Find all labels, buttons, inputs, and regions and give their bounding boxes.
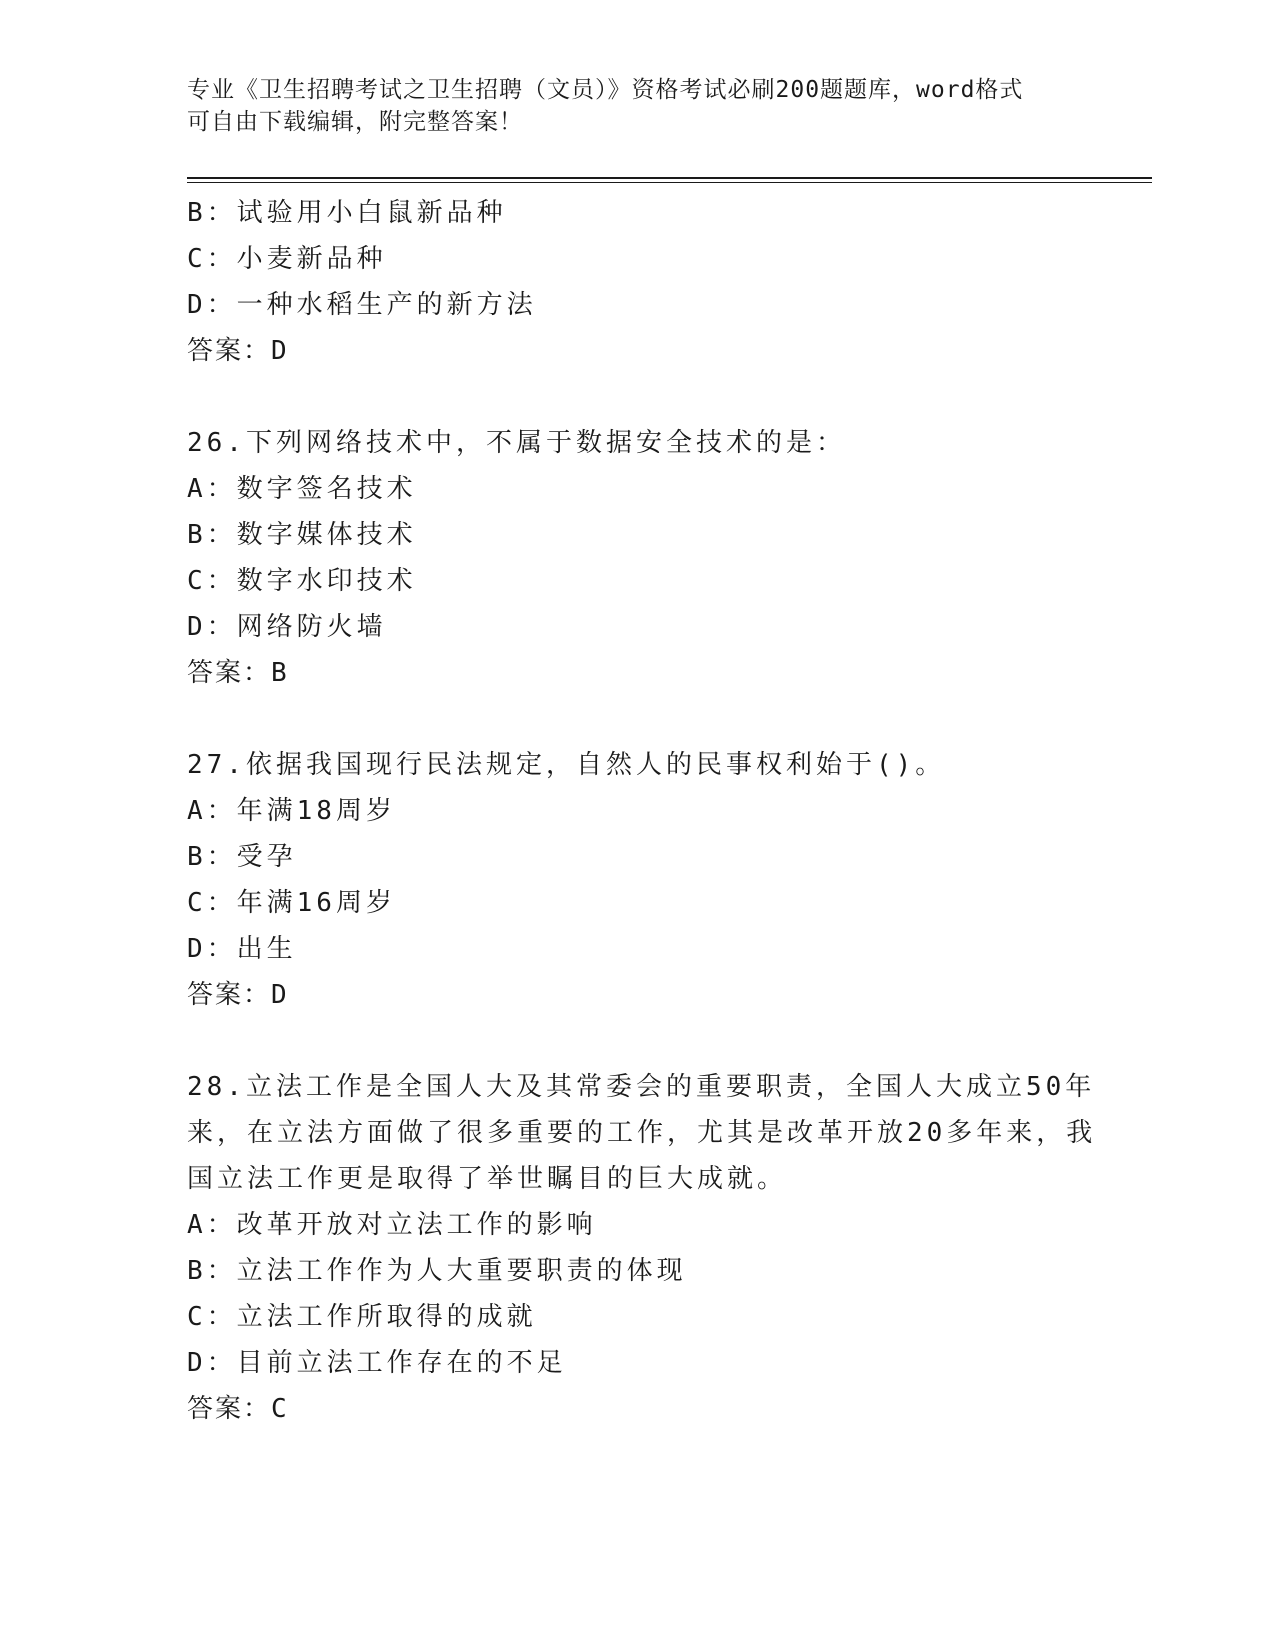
question-stem-line-2: 来，在立法方面做了很多重要的工作，尤其是改革开放20多年来，我 — [187, 1118, 1097, 1148]
answer-line: 答案：D — [187, 336, 289, 366]
question-block-25 — [187, 190, 1087, 374]
question-stem: 27.依据我国现行民法规定，自然人的民事权利始于()。 — [187, 750, 946, 780]
header-divider-thin — [187, 182, 1152, 183]
question-stem: 26.下列网络技术中，不属于数据安全技术的是： — [187, 428, 846, 458]
spacer — [187, 374, 1087, 420]
answer-line: 答案：C — [187, 1394, 289, 1424]
spacer — [187, 1018, 1087, 1064]
answer-line: 答案：D — [187, 980, 289, 1010]
document-header — [187, 74, 1087, 138]
question-stem-line-3: 国立法工作更是取得了举世瞩目的巨大成就。 — [187, 1164, 788, 1194]
option-a: A：改革开放对立法工作的影响 — [187, 1210, 597, 1240]
option-b: B：数字媒体技术 — [187, 520, 417, 550]
option-d: D：出生 — [187, 934, 297, 964]
answer-line: 答案：B — [187, 658, 289, 688]
question-list — [187, 190, 1097, 1432]
header-divider-thick — [187, 177, 1152, 179]
question-block-26 — [187, 420, 1087, 696]
option-b: B：受孕 — [187, 842, 297, 872]
question-stem-line-1: 28.立法工作是全国人大及其常委会的重要职责，全国人大成立50年 — [187, 1072, 1096, 1102]
question-block-27 — [187, 742, 1087, 1018]
header-line-2: 可自由下载编辑，附完整答案！ — [187, 109, 523, 135]
option-d: D：目前立法工作存在的不足 — [187, 1348, 567, 1378]
option-d: D：一种水稻生产的新方法 — [187, 290, 537, 320]
option-b: B：立法工作作为人大重要职责的体现 — [187, 1256, 687, 1286]
option-c: C：立法工作所取得的成就 — [187, 1302, 537, 1332]
option-a: A：数字签名技术 — [187, 474, 417, 504]
option-c: C：年满16周岁 — [187, 888, 396, 918]
option-a: A：年满18周岁 — [187, 796, 396, 826]
option-d: D：网络防火墙 — [187, 612, 387, 642]
option-b: B：试验用小白鼠新品种 — [187, 198, 507, 228]
header-line-1: 专业《卫生招聘考试之卫生招聘（文员）》资格考试必刷200题题库，word格式 — [187, 77, 1024, 103]
spacer — [187, 696, 1087, 742]
option-c: C：数字水印技术 — [187, 566, 417, 596]
option-c: C：小麦新品种 — [187, 244, 387, 274]
question-block-28 — [187, 1064, 1097, 1432]
